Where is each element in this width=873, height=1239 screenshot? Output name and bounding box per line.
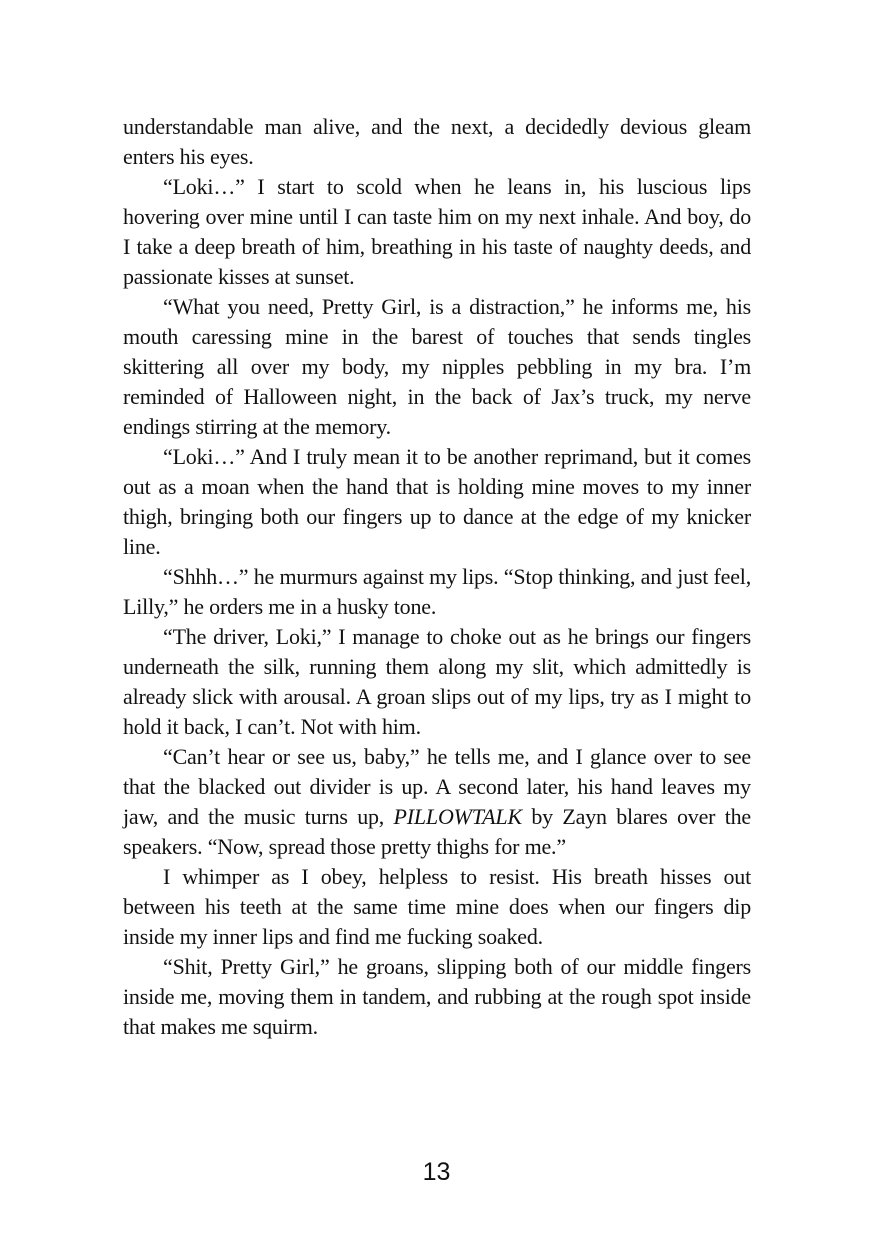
text-segment: “Shhh…” he murmurs against my lips. “Stop thinking, and just feel, Lilly,” he orders me in a husky tone. [123, 564, 751, 619]
text-segment: “Shit, Pretty Girl,” he groans, slipping both of our middle fingers inside me, moving them in tandem, and rubbing at the rough spot inside that makes me squirm. [123, 954, 751, 1039]
text-segment: “Loki…” And I truly mean it to be another reprimand, but it comes out as a moan when the hand that is holding mine moves to my inner thigh, bringing both our fingers up to dance at the edge of my knicker line. [123, 444, 751, 559]
text-segment: by Zayn blares over the speakers. “Now, spread those pretty thighs for me.” [123, 804, 751, 859]
page-text-block [123, 112, 751, 1042]
italic-text-segment: PILLOWTALK [393, 804, 522, 829]
paragraph [123, 442, 751, 562]
paragraph [123, 622, 751, 742]
paragraph [123, 562, 751, 622]
text-segment: I whimper as I obey, helpless to resist. His breath hisses out between his teeth at the same time mine does when our fingers dip inside my inner lips and find me fucking soaked. [123, 864, 751, 949]
text-segment: “Can’t hear or see us, baby,” he tells me, and I glance over to see that the blacked out divider is up. A second later, his hand leaves my jaw, and the music turns up, [123, 744, 751, 829]
paragraph [123, 862, 751, 952]
text-segment: “The driver, Loki,” I manage to choke out as he brings our fingers underneath the silk, running them along my slit, which admittedly is already slick with arousal. A groan slips out of my lips, try as I might to hold it back, I can’t. Not with him. [123, 624, 751, 739]
text-segment: “What you need, Pretty Girl, is a distraction,” he informs me, his mouth caressing mine in the barest of touches that sends tingles skittering all over my body, my nipples pebbling in my bra. I’m reminded of Halloween night, in the back of Jax’s truck, my nerve endings stirring at the memory. [123, 294, 751, 439]
text-segment: understandable man alive, and the next, a decidedly devious gleam enters his eyes. [123, 114, 751, 169]
paragraph [123, 172, 751, 292]
paragraph [123, 112, 751, 172]
page-number: 13 [422, 1158, 451, 1186]
paragraph [123, 742, 751, 862]
text-segment: “Loki…” I start to scold when he leans in, his luscious lips hovering over mine until I can taste him on my next inhale. And boy, do I take a deep breath of him, breathing in his taste of naughty deeds, and passionate kisses at sunset. [123, 174, 751, 289]
paragraph [123, 952, 751, 1042]
paragraph [123, 292, 751, 442]
